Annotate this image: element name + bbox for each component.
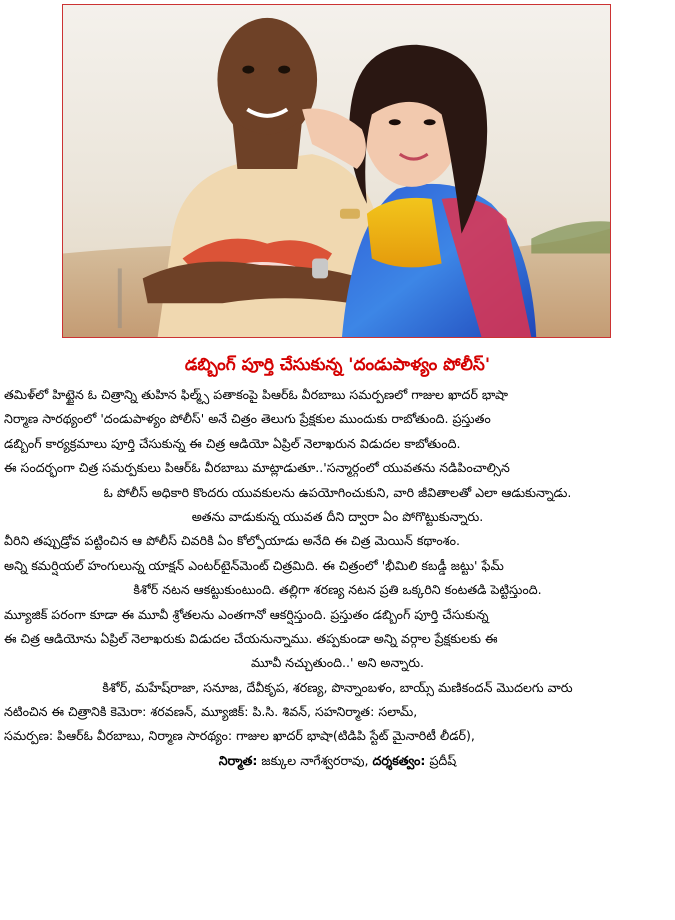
producer-name: జక్కుల నాగేశ్వరరావు, <box>257 752 373 768</box>
director-name: ప్రదీష్ <box>425 752 457 768</box>
article-headline: డబ్బింగ్ పూర్తి చేసుకున్న 'దండుపాళ్యం పోలీస్' <box>184 355 491 375</box>
article-line: ఈ చిత్ర ఆడియోను ఏప్రిల్ నెలాఖరుకు విడుదల చేయనున్నాము. తప్పకుండా అన్ని వర్గాల ప్రేక్షకులకు ఈ <box>4 630 498 646</box>
article-line: డబ్బింగ్ కార్యక్రమాలు పూర్తి చేసుకున్న ఈ చిత్ర ఆడియో ఏప్రిల్ నెలాఖరున విడుదల కాబోతుంది. <box>4 435 461 451</box>
article-line: మూవీ నచ్చుతుంది..' అని అన్నారు. <box>250 655 425 671</box>
article-line: మ్యూజిక్ పరంగా కూడా ఈ మూవీ శ్రోతలను ఎంతగానో ఆకర్షిస్తుంది. ప్రస్తుతం డబ్బింగ్ పూర్తి చేసుకున్న <box>4 606 489 622</box>
article-line: కిశోర్ నటన ఆకట్టుకుంటుంది. తల్లిగా శరణ్య నటన ప్రతి ఒక్కరిని కంటతడి పెట్టిస్తుంది. <box>133 582 542 598</box>
photo-illustration <box>63 5 610 337</box>
movie-still-photo <box>62 4 611 338</box>
article-line: ఓ పోలీస్ అధికారి కొందరు యువకులను ఉపయోగించుకుని, వారి జీవితాలతో ఎలా ఆడుకున్నాడు. <box>103 484 572 500</box>
article-line: కిశోర్, మహేష్‌రాజా, సనూజ, దేవీకృప, శరణ్య, పొన్నాంబళం, బాయ్స్ మణికందన్ మొదలగు వారు <box>102 679 573 695</box>
article-line: నిర్మాణ సారథ్యంలో 'దండుపాళ్యం పోలీస్' అనే చిత్రం తెలుగు ప్రేక్షకుల ముందుకు రాబోతుంది. ప్రస్తుతం <box>4 411 491 427</box>
article-line: అతను వాడుకున్న యువత దీని ద్వారా ఏం పోగొట్టుకున్నారు. <box>191 508 484 524</box>
article-line: నటించిన ఈ చిత్రానికి కెమెరా: శరవణన్, మ్యూజిక్: పి.సి. శివన్, సహనిర్మాత: సలామ్, <box>4 704 418 720</box>
producer-label: నిర్మాత: <box>218 752 258 768</box>
article-line: ఈ సందర్భంగా చిత్ర సమర్పకులు పిఆర్‌ఓ వీరబాబు మాట్లాడుతూ..'సన్మార్గంలో యువతను నడిపించాల్సిన <box>4 460 510 476</box>
director-label: దర్శకత్వం: <box>372 752 426 768</box>
credits-line <box>4 749 671 773</box>
article-body <box>4 383 671 773</box>
article-line: సమర్పణ: పిఆర్‌ఓ వీరబాబు, నిర్మాణ సారథ్యం: గాజుల ఖాదర్ భాషా(టిడిపి స్టేట్ మైనారిటీ లీడర్), <box>4 728 475 744</box>
article-line: తమిళ్‌లో హిట్టైన ఓ చిత్రాన్ని తుహిన ఫిల్మ్స్ పతాకంపై పిఆర్‌ఓ వీరబాబు సమర్పణలో గాజుల ఖాదర్ భాషా <box>4 387 509 402</box>
article-line: వీరిని తప్పుడ్రోవ పట్టించిన ఆ పోలీస్ చివరికి ఏం కోల్పోయాడు అనేది ఈ చిత్ర మెయిన్ కథాంశం. <box>4 533 461 549</box>
article-line: అన్ని కమర్షియల్ హంగులున్న యాక్షన్ ఎంటర్‌టైన్‌మెంట్ చిత్రమిది. ఈ చిత్రంలో 'భీమిలి కబడ్డీ జట్టు' ఫేమ్ <box>4 557 504 573</box>
